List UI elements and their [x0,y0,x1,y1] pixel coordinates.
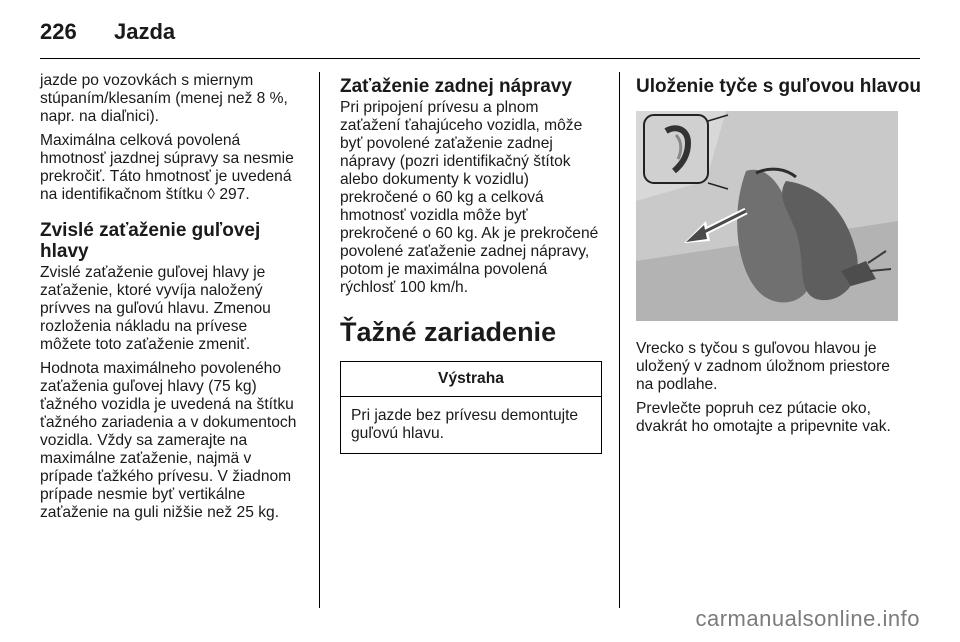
subheading: Zaťaženie zadnej nápravy [340,76,572,97]
paragraph: Hodnota maximálneho povoleného zaťaženia guľovej hlavy (75 kg) ťažného vozidla je uvedená na štítku ťažného zariadenia a v dokumentoch vozidla. Vždy sa zamerajte na maximálne zaťaženie, najmä v prípade ťažkého prívesu. V žiadnom prípade nesmie byť vertikálne zaťaženie na guli nižšie než 25 kg. [40,360,297,521]
column-middle [340,72,610,454]
towbar-storage-bag-illustration [636,111,898,321]
paragraph: Zvislé zaťaženie guľovej hlavy je zaťaženie, ktoré vyvíja naložený prívves na guľovú hlavu. Zmenou rozloženia nákladu na prívese môžete toto zaťaženie zmeniť. [40,264,271,353]
paragraph: jazde po vozovkách s miernym stúpaním/klesaním (menej než 8 %, napr. na diaľnici). [40,72,288,125]
paragraph: Maximálna celková povolená hmotnosť jazdnej súpravy sa nesmie prekročiť. Táto hmotnosť je uvedená na identifikačnom štítku ◊ 297. [40,132,294,203]
warning-text: Pri jazde bez prívesu demontujte guľovú hlavu. [351,407,579,442]
column-divider [319,72,320,608]
column-left [40,72,312,528]
subheading: Zvislé zaťaženie guľovej hlavy [40,220,261,262]
section-title: Jazda [114,19,176,44]
warning-box [340,361,602,454]
header-rule [40,58,920,59]
column-divider [619,72,620,608]
watermark: carmanualsonline.info [695,606,920,631]
page-header [40,14,175,50]
paragraph: Prevlečte popruh cez pútacie oko, dvakrát ho omotajte a pripevnite vak. [636,400,891,435]
column-right [636,72,926,442]
paragraph: Pri pripojení prívesu a plnom zaťažení ťahajúceho vozidla, môže byť povolené zaťaženie zadnej nápravy (pozri identifikačný štítok alebo dokumenty k vozidlu) prekročené o 60 kg a celková hmotnosť vozidla môže byť prekročené o 60 kg. Ak je prekročené povolené zaťaženie zadnej nápravy, potom je maximálna povolená rýchlosť 100 km/h. [340,99,599,296]
subheading: Uloženie tyče s guľovou hlavou [636,76,921,97]
paragraph: Vrecko s tyčou s guľovou hlavou je uložený v zadnom úložnom priestore na podlahe. [636,340,890,393]
chapter-heading: Ťažné zariadenie [340,317,557,347]
page-number: 226 [40,19,77,44]
warning-title: Výstraha [341,362,601,397]
